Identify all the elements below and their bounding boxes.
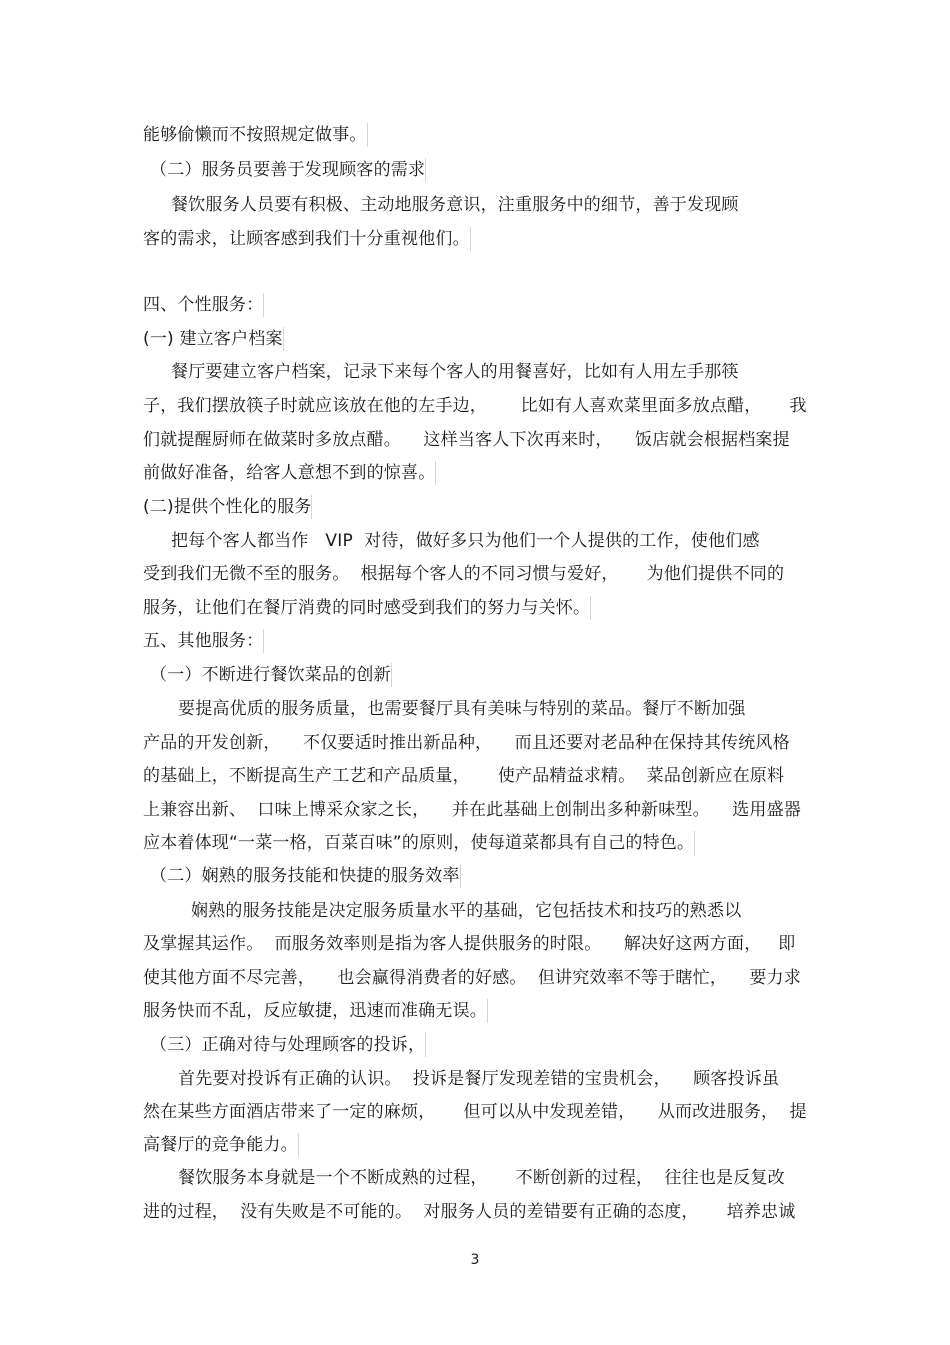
section-heading: （二）娴熟的服务技能和快捷的服务效率 [150, 866, 460, 886]
text-line: 餐饮服务本身就是一个不断成熟的过程， 不断创新的过程， 往往也是反复改 [178, 1168, 785, 1188]
text-line: 产品的开发创新， 不仅要适时推出新品种， 而且还要对老品种在保持其传统风格 [143, 733, 790, 753]
text-line: 娴熟的服务技能是决定服务质量水平的基础，它包括技术和技巧的熟悉以 [191, 901, 742, 921]
text-line: 进的过程， 没有失败是不可能的。 对服务人员的差错要有正确的态度， 培养忠诚 [143, 1202, 796, 1222]
text-line: 的基础上，不断提高生产工艺和产品质量， 使产品精益求精。 菜品创新应在原料 [143, 766, 785, 786]
text-line: 上兼容出新、 口味上博采众家之长， 并在此基础上创制出多种新味型。 选用盛器 [143, 800, 802, 820]
section-heading: （一）不断进行餐饮菜品的创新 [150, 665, 391, 685]
text-line: 应本着体现“一菜一格，百菜百味”的原则，使每道菜都具有自己的特色。 [143, 833, 695, 853]
text-line: 们就提醒厨师在做菜时多放点醋。 这样当客人下次再来时， 饭店就会根据档案提 [143, 430, 790, 450]
text-line: 使其他方面不尽完善， 也会赢得消费者的好感。 但讲究效率不等于瞎忙， 要力求 [143, 968, 802, 988]
text-line: 然在某些方面酒店带来了一定的麻烦， 但可以从中发现差错， 从而改进服务， 提 [143, 1102, 807, 1122]
text-line: 客的需求，让顾客感到我们十分重视他们。 [143, 229, 470, 249]
text-line: 子，我们摆放筷子时就应该放在他的左手边， 比如有人喜欢菜里面多放点醋， 我 [143, 396, 807, 416]
section-heading: (一) 建立客户档案 [143, 329, 283, 349]
text-line: 及掌握其运作。 而服务效率则是指为客人提供服务的时限。 解决好这两方面， 即 [143, 934, 796, 954]
text-line: 餐饮服务人员要有积极、主动地服务意识，注重服务中的细节，善于发现顾 [171, 195, 739, 215]
text-line: 要提高优质的服务质量，也需要餐厅具有美味与特别的菜品。餐厅不断加强 [178, 699, 746, 719]
text-line: 首先要对投诉有正确的认识。 投诉是餐厅发现差错的宝贵机会， 顾客投诉虽 [178, 1069, 780, 1089]
text-line: 受到我们无微不至的服务。 根据每个客人的不同习惯与爱好， 为他们提供不同的 [143, 564, 785, 584]
section-heading: (二)提供个性化的服务 [143, 497, 312, 517]
text-line: 高餐厅的竞争能力。 [143, 1135, 298, 1155]
text-line: 服务，让他们在餐厅消费的同时感受到我们的努力与关怀。 [143, 598, 591, 618]
section-heading: （三）正确对待与处理顾客的投诉， [150, 1035, 426, 1055]
page-number: 3 [470, 1252, 480, 1268]
text-line: 服务快而不乱，反应敏捷，迅速而准确无误。 [143, 1001, 487, 1021]
section-heading: 五、其他服务： [143, 631, 264, 651]
section-heading: 四、个性服务： [143, 295, 264, 315]
text-line: 把每个客人都当作 VIP 对待，做好多只为他们一个人提供的工作，使他们感 [171, 531, 760, 551]
text-line: 能够偷懒而不按照规定做事。 [143, 125, 367, 145]
text-line: 前做好准备，给客人意想不到的惊喜。 [143, 463, 436, 483]
section-heading: （二）服务员要善于发现顾客的需求 [150, 160, 426, 180]
text-line: 餐厅要建立客户档案，记录下来每个客人的用餐喜好，比如有人用左手那筷 [171, 362, 739, 382]
